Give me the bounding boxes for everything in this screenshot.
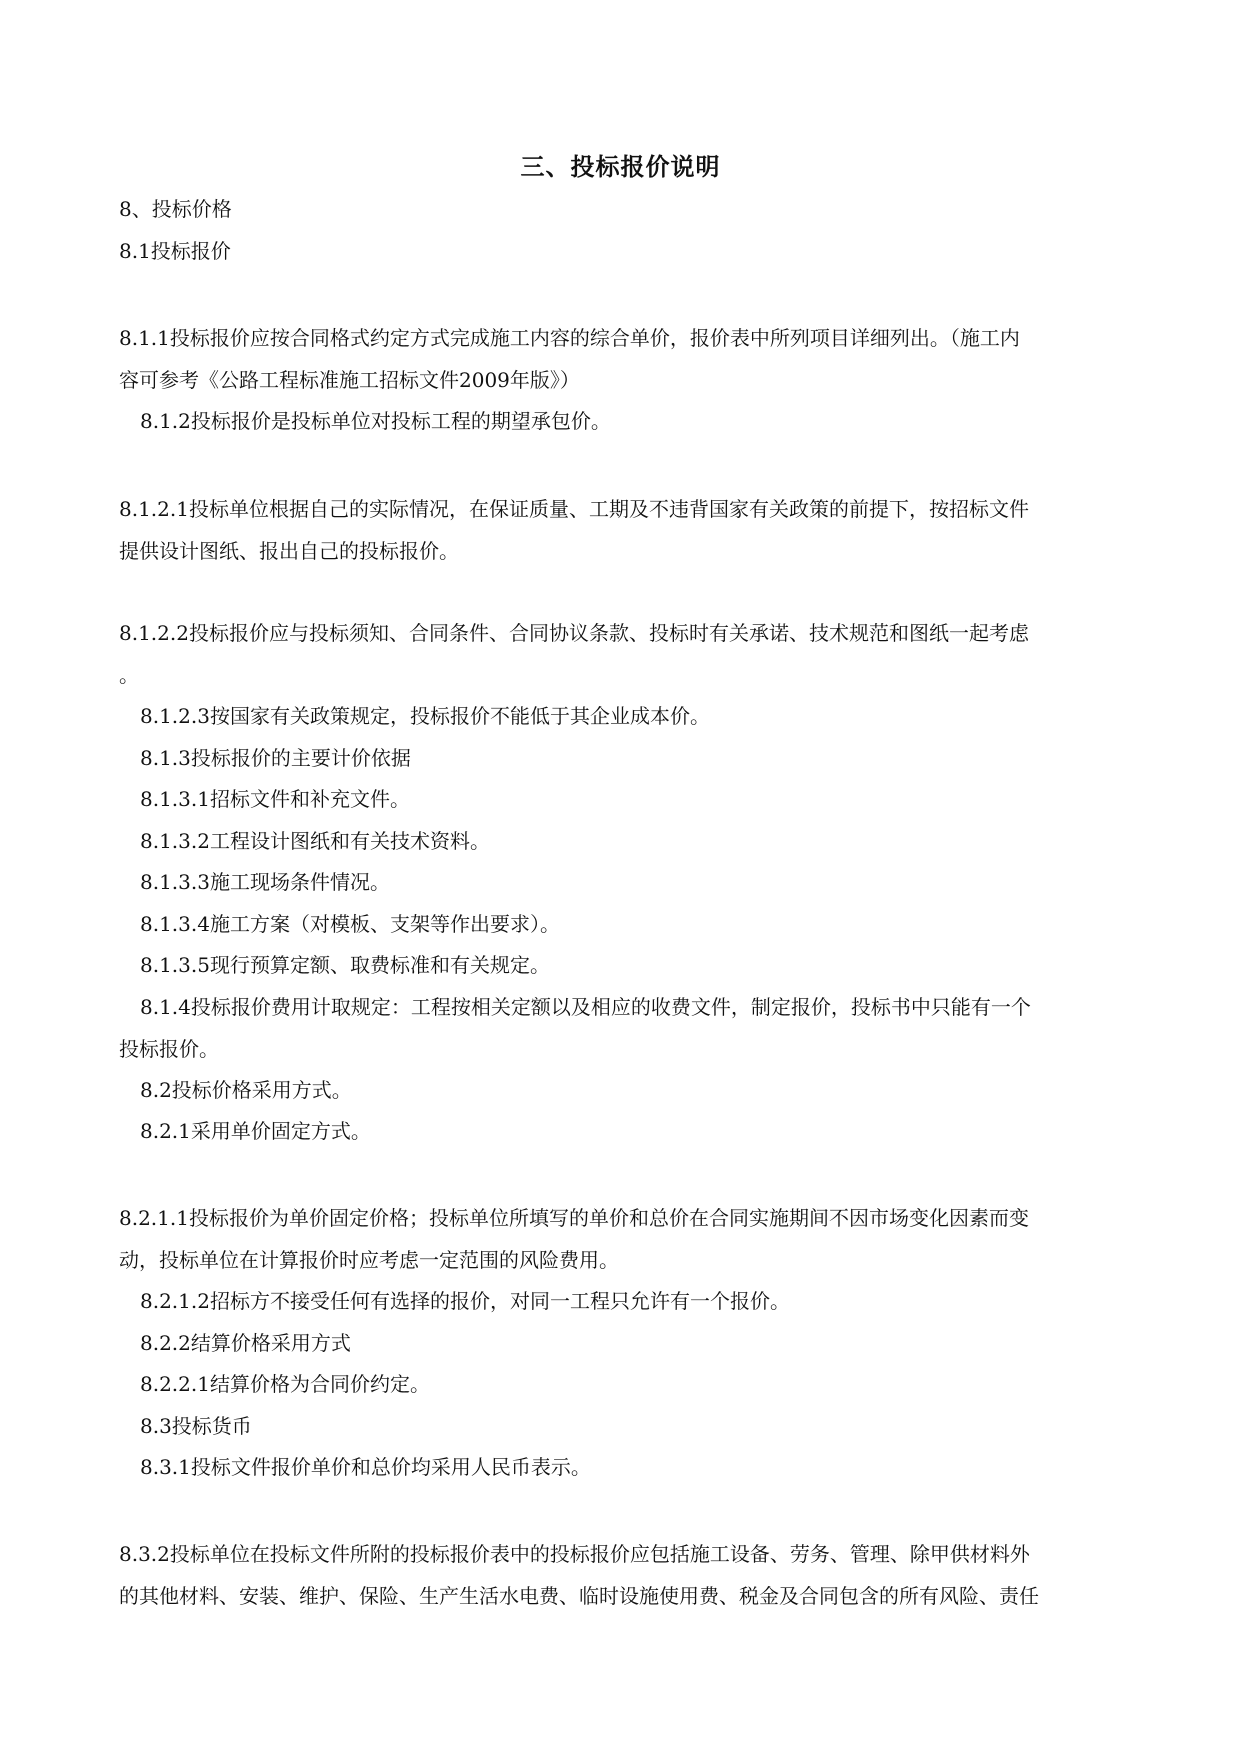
paragraph-line: 8.1.2投标报价是投标单位对投标工程的期望承包价。 bbox=[140, 409, 611, 433]
paragraph-8-1-4 bbox=[119, 986, 1119, 1070]
paragraph-line: 8.3投标货币 bbox=[140, 1414, 252, 1438]
paragraph-8-1-3-2 bbox=[140, 820, 1120, 862]
paragraph-line: 提供设计图纸、报出自己的投标报价。 bbox=[119, 539, 459, 563]
paragraph-8-3-2 bbox=[119, 1533, 1119, 1617]
section-title: 三、投标报价说明 bbox=[520, 153, 721, 181]
paragraph-8-1-3-4 bbox=[140, 903, 1120, 945]
paragraph-8-2-2 bbox=[140, 1322, 1120, 1364]
paragraph-8-1 bbox=[119, 230, 1119, 272]
paragraph-8-2-2-1 bbox=[140, 1363, 1120, 1405]
paragraph-8 bbox=[119, 188, 1119, 230]
paragraph-line: 的其他材料、安装、维护、保险、生产生活水电费、临时设施使用费、税金及合同包含的所有风险、责任 bbox=[119, 1584, 1039, 1608]
paragraph-8-1-3 bbox=[140, 737, 1120, 779]
paragraph-8-1-2 bbox=[140, 400, 1120, 442]
paragraph-line: 8.1.2.2投标报价应与投标须知、合同条件、合同协议条款、投标时有关承诺、技术规范和图纸一起考虑 bbox=[119, 621, 1029, 645]
paragraph-8-1-3-1 bbox=[140, 778, 1120, 820]
paragraph-line: 8.2.1.2招标方不接受任何有选择的报价，对同一工程只允许有一个报价。 bbox=[140, 1289, 790, 1313]
paragraph-line: 8.3.1投标文件报价单价和总价均采用人民币表示。 bbox=[140, 1455, 591, 1479]
paragraph-line: 8.1.2.1投标单位根据自己的实际情况，在保证质量、工期及不违背国家有关政策的前提下，按招标文件 bbox=[119, 497, 1029, 521]
paragraph-line: 8.1.3.2工程设计图纸和有关技术资料。 bbox=[140, 829, 490, 853]
paragraph-line: 8.2投标价格采用方式。 bbox=[140, 1078, 352, 1102]
paragraph-line: 8.1.3投标报价的主要计价依据 bbox=[140, 746, 411, 770]
paragraph-8-3 bbox=[140, 1405, 1120, 1447]
paragraph-line: 。 bbox=[119, 663, 139, 687]
paragraph-line: 8.1.3.5现行预算定额、取费标准和有关规定。 bbox=[140, 953, 550, 977]
paragraph-8-1-2-3 bbox=[140, 695, 1120, 737]
paragraph-line: 8.2.2结算价格采用方式 bbox=[140, 1331, 351, 1355]
paragraph-8-2-1-2 bbox=[140, 1280, 1120, 1322]
paragraph-line: 8.2.2.1结算价格为合同价约定。 bbox=[140, 1372, 430, 1396]
paragraph-line: 8.1.4投标报价费用计取规定：工程按相关定额以及相应的收费文件，制定报价，投标书中只能有一个 bbox=[140, 995, 1031, 1019]
paragraph-8-2 bbox=[140, 1069, 1120, 1111]
paragraph-line: 8.1.2.3按国家有关政策规定，投标报价不能低于其企业成本价。 bbox=[140, 704, 710, 728]
paragraph-line: 8.1.3.4施工方案（对模板、支架等作出要求）。 bbox=[140, 912, 560, 936]
paragraph-8-2-1 bbox=[140, 1110, 1120, 1152]
paragraph-line: 容可参考《公路工程标准施工招标文件2009年版》） bbox=[119, 368, 580, 392]
paragraph-8-1-1 bbox=[119, 317, 1119, 401]
paragraph-line: 投标报价。 bbox=[119, 1037, 219, 1061]
paragraph-line: 8.1.3.3施工现场条件情况。 bbox=[140, 870, 390, 894]
paragraph-line: 8、投标价格 bbox=[119, 197, 232, 221]
paragraph-8-1-2-1 bbox=[119, 488, 1119, 572]
paragraph-line: 8.1.1投标报价应按合同格式约定方式完成施工内容的综合单价，报价表中所列项目详细列出。（施工内 bbox=[119, 326, 1020, 350]
paragraph-line: 8.3.2投标单位在投标文件所附的投标报价表中的投标报价应包括施工设备、劳务、管理、除甲供材料外 bbox=[119, 1542, 1030, 1566]
paragraph-8-1-3-3 bbox=[140, 861, 1120, 903]
paragraph-line: 8.2.1.1投标报价为单价固定价格；投标单位所填写的单价和总价在合同实施期间不因市场变化因素而变 bbox=[119, 1206, 1029, 1230]
paragraph-8-3-1 bbox=[140, 1446, 1120, 1488]
paragraph-line: 8.2.1采用单价固定方式。 bbox=[140, 1119, 371, 1143]
paragraph-8-1-2-2 bbox=[119, 612, 1119, 696]
paragraph-line: 8.1.3.1招标文件和补充文件。 bbox=[140, 787, 410, 811]
paragraph-line: 8.1投标报价 bbox=[119, 239, 231, 263]
paragraph-8-2-1-1 bbox=[119, 1197, 1119, 1281]
paragraph-8-1-3-5 bbox=[140, 944, 1120, 986]
paragraph-line: 动，投标单位在计算报价时应考虑一定范围的风险费用。 bbox=[119, 1248, 619, 1272]
